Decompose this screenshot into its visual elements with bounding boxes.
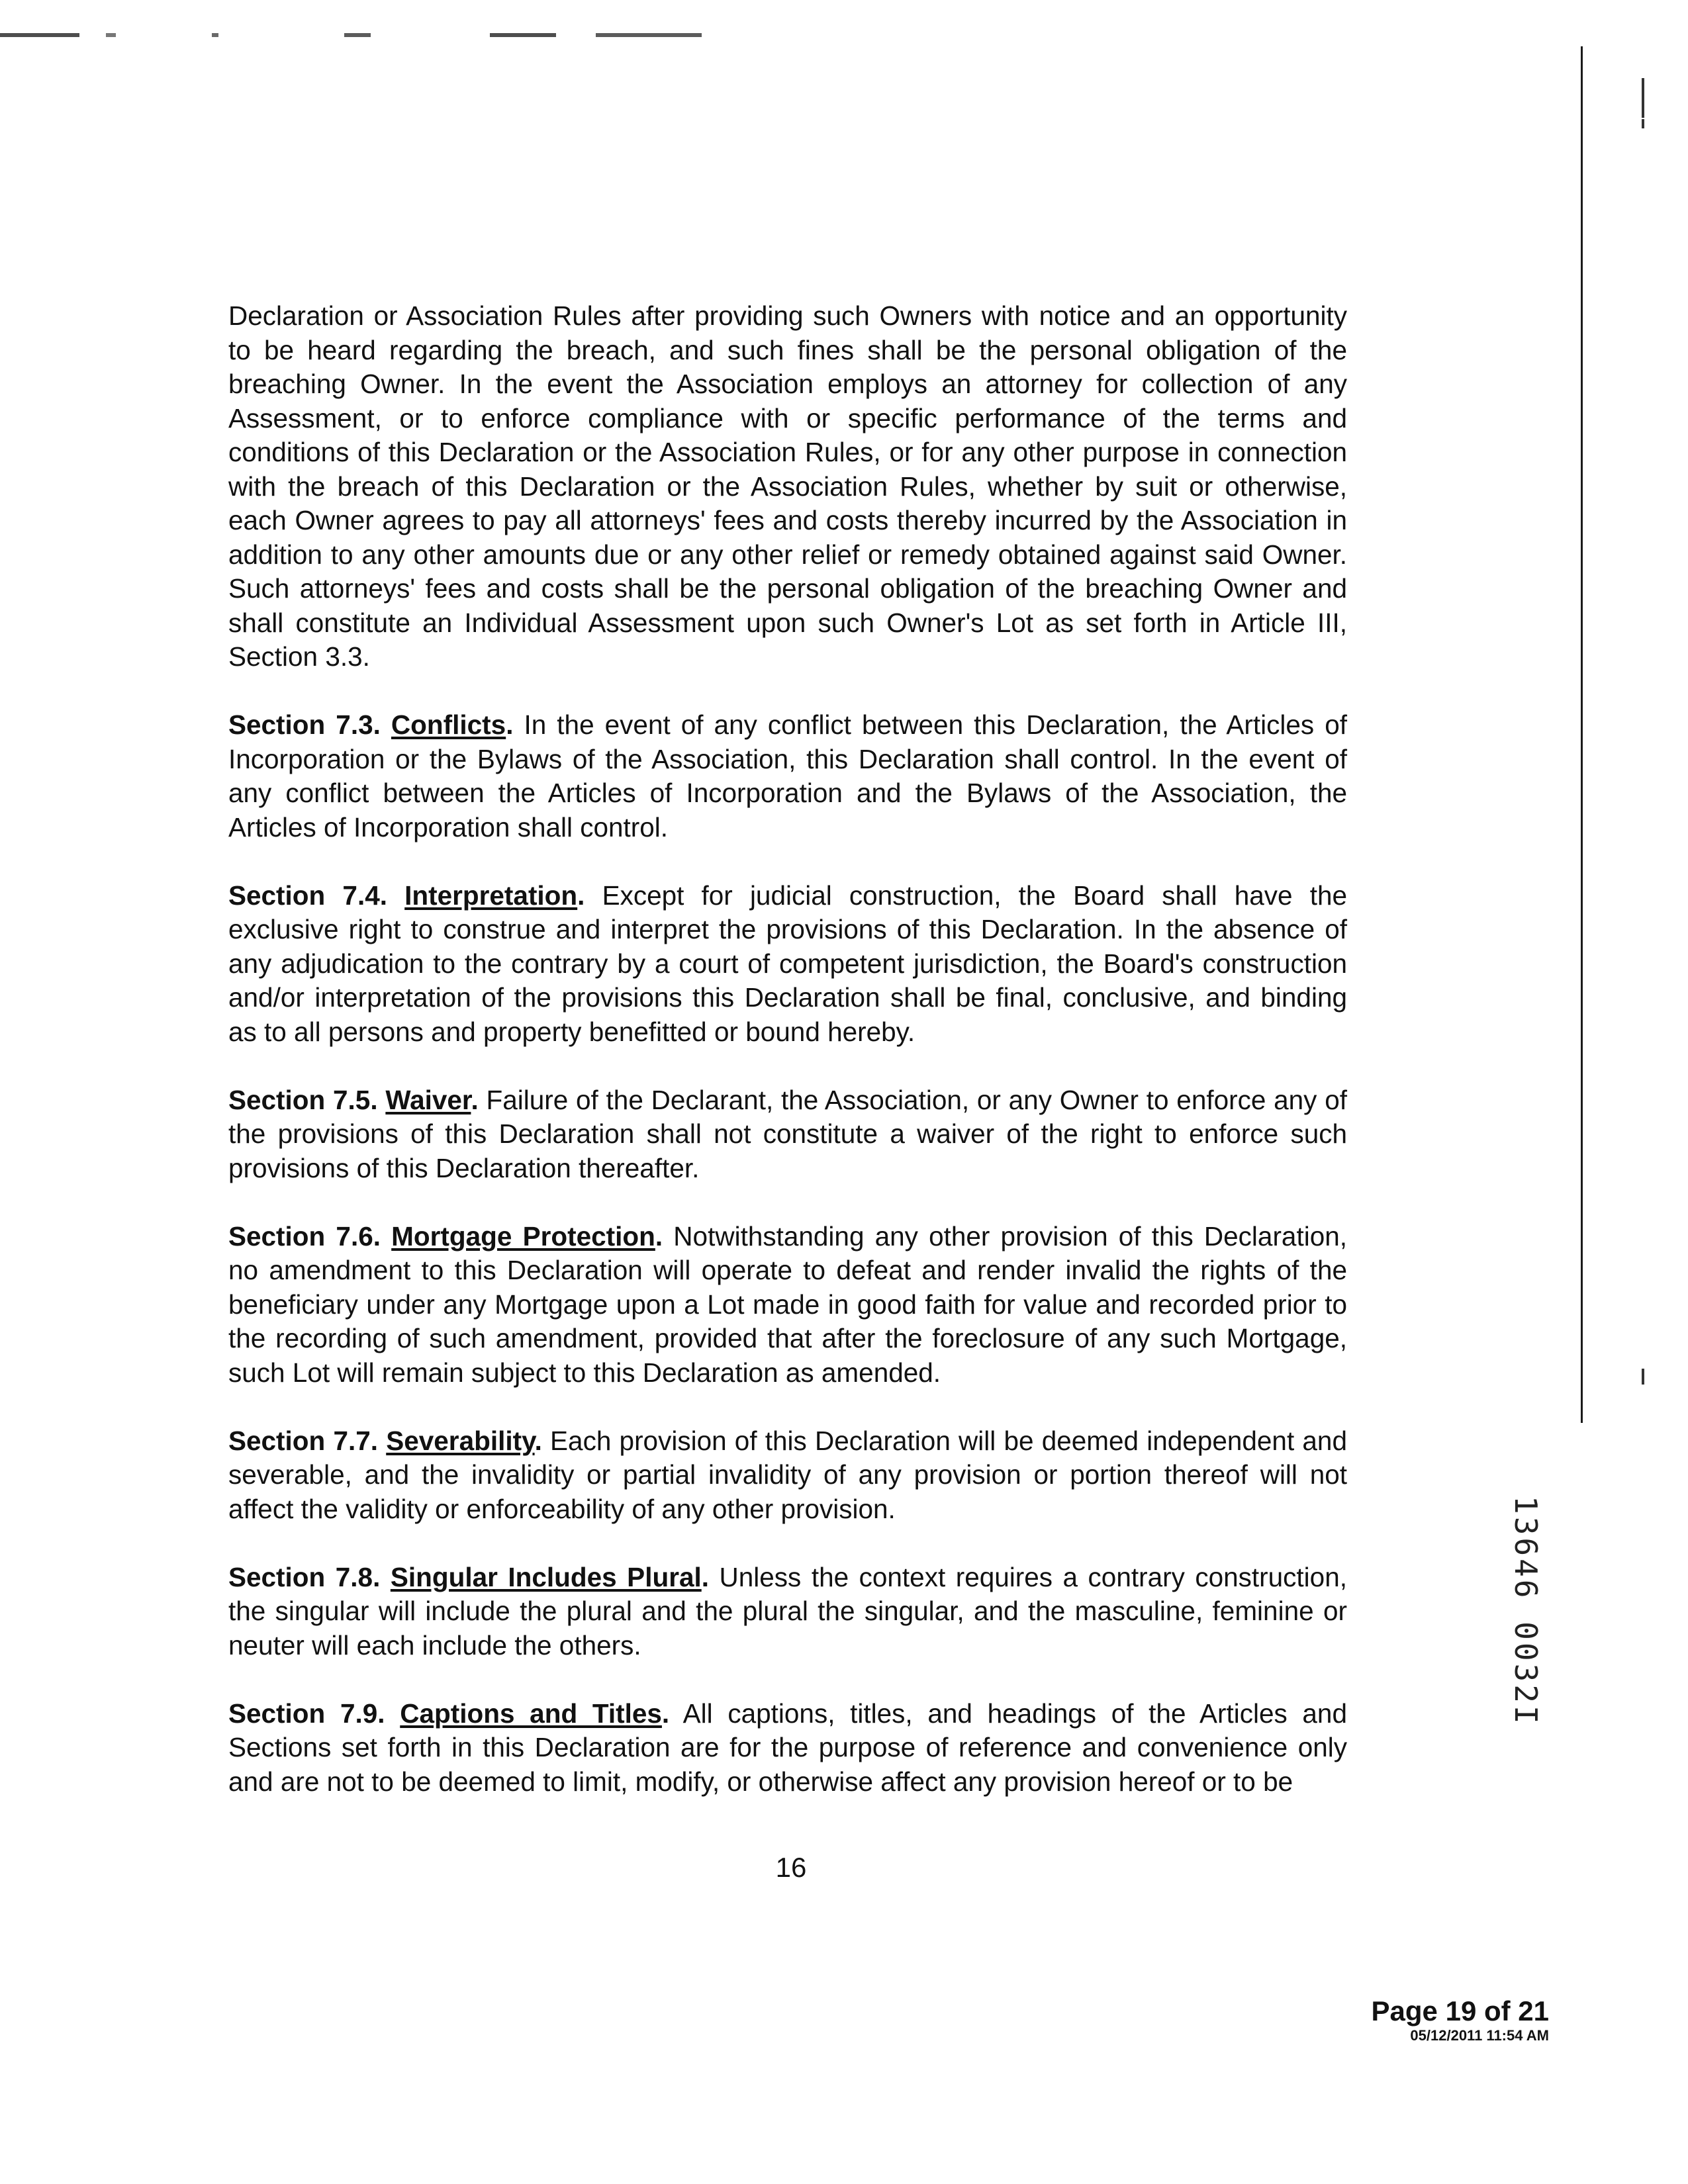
section-title: Severability — [386, 1425, 535, 1456]
footer-timestamp: 05/12/2011 11:54 AM — [1410, 2027, 1549, 2044]
page-number: 16 — [775, 1852, 807, 1883]
footer — [1372, 1995, 1549, 2044]
section-title: Conflicts — [391, 709, 506, 740]
section-number: Section 7.9. — [228, 1698, 385, 1729]
section-title: Mortgage Protection — [391, 1220, 655, 1251]
scan-artifact-top — [0, 33, 748, 37]
section-7-7: Section 7.7. Severability. Each provision of this Declaration will be deemed independent and severable, and the invalidity or partial invalidity of any provision or portion thereof will not affect the validity or enforceability of any other provision. — [228, 1425, 1347, 1524]
footer-page-label: Page 19 of 21 — [1371, 1995, 1549, 2026]
section-7-3: Section 7.3. Conflicts. In the event of any conflict between this Declaration, the Articles of Incorporation or the Bylaws of the Association, this Declaration shall control. In the event of any conflict between the Articles of Incorporation and the Bylaws of the Association, the Articles of Incorporation shall control. — [228, 709, 1347, 842]
scan-artifact-mark — [1642, 119, 1644, 128]
section-7-6: Section 7.6. Mortgage Protection. Notwithstanding any other provision of this Declaration, no amendment to this Declaration will operate to defeat and render invalid the rights of the beneficiary under any Mortgage upon a Lot made in good faith for value and recorded prior to the recording of such amendment, provided that after the foreclosure of any such Mortgage, such Lot will remain subject to this Declaration as amended. — [228, 1220, 1348, 1388]
document-body — [228, 299, 1347, 1833]
section-title: Waiver — [385, 1084, 471, 1115]
section-7-8: Section 7.8. Singular Includes Plural. Unless the context requires a contrary construction, the singular will include the plural and the plural the singular, and the masculine, feminine or neuter will each include the others. — [228, 1561, 1347, 1661]
section-body: All captions, titles, and headings of the Articles and Sections set forth in this Declaration are for the purpose of reference and convenience only and are not to be deemed to limit, modify, or otherwise affect any provision hereof or to be — [228, 1698, 1347, 1797]
opening-paragraph: Declaration or Association Rules after providing such Owners with notice and an opportunity to be heard regarding the breach, and such fines shall be the personal obligation of the breaching Owner. In the event the Association employs an attorney for collection of any Assessment, or to enforce compliance with or specific performance of the terms and conditions of this Declaration or the Association Rules, or for any other purpose in connection with the breach of this Declaration or the Association Rules, whether by suit or otherwise, each Owner agrees to pay all attorneys' fees and costs thereby incurred by the Association in addition to any other amounts due or any other relief or remedy obtained against said Owner. Such attorneys' fees and costs shall be the personal obligation of the breaching Owner and shall constitute an Individual Assessment upon such Owner's Lot as set forth in Article III, Section 3.3. — [228, 300, 1347, 672]
section-number: Section 7.8. — [228, 1561, 381, 1592]
section-body: Unless the context requires a contrary construction, the singular will include the plural and the plural the singular, and the masculine, feminine or neuter will each include the others. — [228, 1561, 1347, 1661]
section-7-5: Section 7.5. Waiver. Failure of the Declarant, the Association, or any Owner to enforce any of the provisions of this Declaration shall not constitute a waiver of the right to enforce such provisions of this Declaration thereafter. — [228, 1084, 1347, 1183]
scan-artifact-edge-line — [1581, 46, 1583, 1423]
section-number: Section 7.4. — [228, 880, 387, 911]
section-body: Notwithstanding any other provision of this Declaration, no amendment to this Declaration will operate to defeat and render invalid the rights of the beneficiary under any Mortgage upon a Lot made in good faith for value and recorded prior to the recording of such amendment, provided that after the foreclosure of any such Mortgage, such Lot will remain subject to this Declaration as amended. — [228, 1220, 1348, 1388]
section-number: Section 7.6. — [228, 1220, 381, 1251]
section-body: Each provision of this Declaration will be deemed independent and severable, and the invalidity or partial invalidity of any provision or portion thereof will not affect the validity or enforceability of any other provision. — [228, 1425, 1347, 1524]
section-number: Section 7.3. — [228, 709, 381, 740]
section-number: Section 7.5. — [228, 1084, 378, 1115]
section-7-9: Section 7.9. Captions and Titles. All captions, titles, and headings of the Articles and Sections set forth in this Declaration are for the purpose of reference and convenience only and are not to be deemed to limit, modify, or otherwise affect any provision hereof or to be — [228, 1698, 1347, 1797]
section-title: Singular Includes Plural — [390, 1561, 702, 1592]
scan-artifact-mark — [1642, 1369, 1644, 1385]
recording-stamp: 13646 0032I — [1508, 1496, 1544, 1727]
section-title: Captions and Titles — [400, 1698, 662, 1729]
section-body: Except for judicial construction, the Board shall have the exclusive right to construe and interpret the provisions of this Declaration. In the absence of any adjudication to the contrary by a court of competent jurisdiction, the Board's construction and/or interpretation of the provisions this Declaration shall be final, conclusive, and binding as to all persons and property benefitted or bound hereby. — [228, 880, 1348, 1047]
section-body: In the event of any conflict between this Declaration, the Articles of Incorporation or the Bylaws of the Association, this Declaration shall control. In the event of any conflict between the Articles of Incorporation and the Bylaws of the Association, the Articles of Incorporation shall control. — [228, 709, 1347, 842]
section-body: Failure of the Declarant, the Association, or any Owner to enforce any of the provisions of this Declaration shall not constitute a waiver of the right to enforce such provisions of this Declaration thereafter. — [228, 1084, 1347, 1183]
section-title: Interpretation — [404, 880, 578, 911]
section-7-4: Section 7.4. Interpretation. Except for judicial construction, the Board shall have the exclusive right to construe and interpret the provisions of this Declaration. In the absence of any adjudication to the contrary by a court of competent jurisdiction, the Board's construction and/or interpretation of the provisions this Declaration shall be final, conclusive, and binding as to all persons and property benefitted or bound hereby. — [228, 880, 1348, 1047]
scan-artifact-mark — [1642, 78, 1644, 118]
section-number: Section 7.7. — [228, 1425, 379, 1456]
